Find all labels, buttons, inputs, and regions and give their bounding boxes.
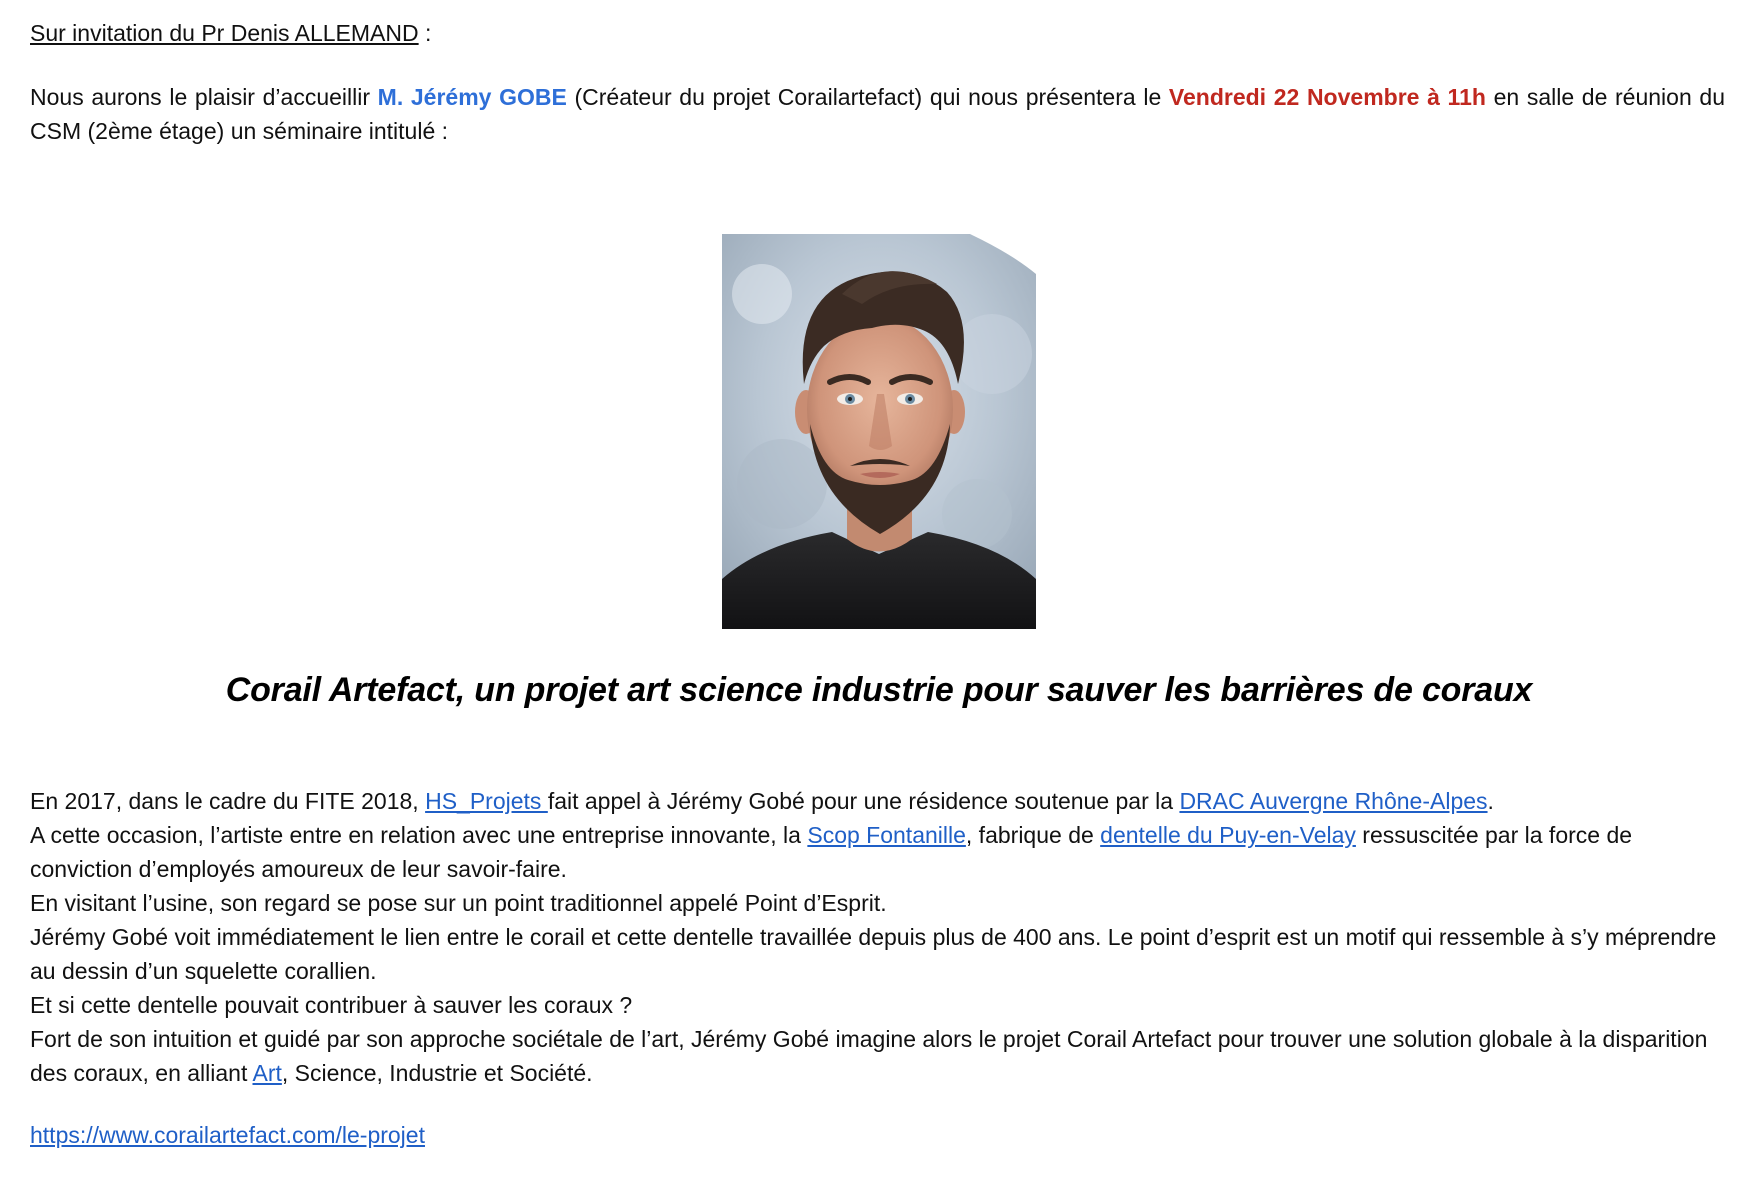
paragraph bbox=[30, 1022, 1730, 1090]
text: A cette occasion, l’artiste entre en relation avec une entreprise innovante, la bbox=[30, 822, 808, 848]
speaker-photo bbox=[722, 234, 1036, 629]
paragraph bbox=[30, 784, 1730, 818]
text: En 2017, dans le cadre du FITE 2018, bbox=[30, 788, 426, 814]
seminar-description bbox=[30, 784, 1730, 1090]
art-link[interactable]: Art bbox=[252, 1060, 282, 1086]
paragraph: Jérémy Gobé voit immédiatement le lien entre le corail et cette dentelle travaillée depuis plus de 400 ans. Le point d’esprit est un motif qui ressemble à s’y méprendre au dessin d’un squelette corallien. bbox=[30, 924, 1717, 984]
announcement-paragraph bbox=[30, 80, 1725, 148]
dentelle-link[interactable]: dentelle du Puy-en-Velay bbox=[1100, 822, 1356, 848]
invitation-suffix: : bbox=[418, 20, 432, 46]
text: , Science, Industrie et Société. bbox=[281, 1060, 593, 1086]
announcement-text: en salle de réunion du CSM (2ème étage) un séminaire intitulé : bbox=[30, 84, 1725, 144]
invitation-text: Sur invitation du Pr Denis ALLEMAND bbox=[30, 20, 419, 46]
url-paragraph bbox=[30, 1118, 1728, 1152]
drac-link[interactable]: DRAC Auvergne Rhône-Alpes bbox=[1179, 788, 1488, 814]
text: fait appel à Jérémy Gobé pour une résidence soutenue par la bbox=[547, 788, 1180, 814]
announcement-text: Nous aurons le plaisir d’accueillir bbox=[30, 84, 378, 110]
scop-fontanille-link[interactable]: Scop Fontanille bbox=[807, 822, 966, 848]
paragraph: En visitant l’usine, son regard se pose sur un point traditionnel appelé Point d’Esprit. bbox=[30, 890, 887, 916]
portrait-image bbox=[722, 234, 1036, 629]
text: . bbox=[1487, 788, 1494, 814]
speaker-name: M. Jérémy GOBE bbox=[377, 84, 567, 110]
project-url-link[interactable]: https://www.corailartefact.com/le-projet bbox=[30, 1122, 425, 1148]
text: , fabrique de bbox=[965, 822, 1101, 848]
text: ressuscitée par la force de conviction d’employés amoureux de leur savoir-faire. bbox=[30, 822, 1633, 882]
paragraph: Et si cette dentelle pouvait contribuer à sauver les coraux ? bbox=[30, 992, 633, 1018]
paragraph bbox=[30, 818, 1730, 886]
text: Fort de son intuition et guidé par son approche sociétale de l’art, Jérémy Gobé imagine alors le projet Corail Artefact pour trouver une solution globale à la disparition des coraux, en alliant bbox=[30, 1026, 1708, 1086]
seminar-title: Corail Artefact, un projet art science industrie pour sauver les barrières de coraux bbox=[225, 671, 1533, 709]
announcement-text: (Créateur du projet Corailartefact) qui nous présentera le bbox=[566, 84, 1169, 110]
invitation-line bbox=[30, 16, 1728, 56]
seminar-date: Vendredi 22 Novembre à 11h bbox=[1168, 84, 1486, 110]
hs-projets-link[interactable]: HS_Projets bbox=[425, 788, 548, 814]
